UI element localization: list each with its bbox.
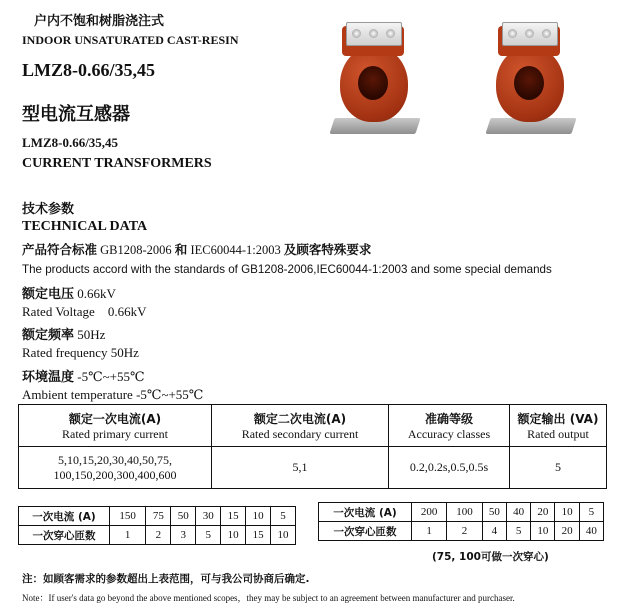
standard-cn-line bbox=[22, 240, 371, 258]
turns-left-turns: 3 bbox=[171, 526, 196, 545]
turns-left-turns: 10 bbox=[221, 526, 246, 545]
secondary-current-cell: 5,1 bbox=[212, 447, 389, 489]
model-en: LMZ8-0.66/35,45 bbox=[22, 135, 119, 150]
turns-left-current: 5 bbox=[271, 507, 296, 526]
turns-right-current: 20 bbox=[531, 503, 555, 522]
turns-right-note: (75, 100可做一次穿心) bbox=[432, 551, 549, 563]
primary-current-cell bbox=[19, 447, 212, 489]
turns-left-current-row bbox=[19, 507, 296, 526]
turns-left-current: 10 bbox=[246, 507, 271, 526]
turns-right-current: 100 bbox=[447, 503, 482, 522]
turns-left-turns-label: 一次穿心匝数 bbox=[19, 526, 110, 545]
output-cell: 5 bbox=[510, 447, 607, 489]
primary-current-line1: 5,10,15,20,30,40,50,75, bbox=[58, 452, 172, 467]
turns-left-turns: 15 bbox=[246, 526, 271, 545]
turns-left-turns-row bbox=[19, 526, 296, 545]
en-title: CURRENT TRANSFORMERS bbox=[22, 156, 212, 171]
header-output bbox=[510, 405, 607, 447]
accuracy-cell: 0.2,0.2s,0.5,0.5s bbox=[389, 447, 510, 489]
voltage-cn-value: 0.66kV bbox=[77, 286, 116, 301]
turns-right-current-row bbox=[319, 503, 604, 522]
note-cn: 注：如顾客需求的参数超出上表范围，可与我公司协商后确定. bbox=[22, 573, 310, 585]
turns-left-current: 75 bbox=[146, 507, 171, 526]
turns-left-current: 15 bbox=[221, 507, 246, 526]
freq-cn-value: 50Hz bbox=[77, 327, 106, 342]
header-secondary bbox=[212, 405, 389, 447]
header-accuracy-cn: 准确等级 bbox=[424, 411, 473, 426]
transformer-photo-2 bbox=[488, 22, 574, 142]
tech-en-heading: TECHNICAL DATA bbox=[22, 219, 148, 234]
turns-right-current: 50 bbox=[482, 503, 506, 522]
turns-right-turns: 40 bbox=[579, 522, 603, 541]
turns-right-current: 200 bbox=[412, 503, 447, 522]
transformer-photo-1 bbox=[332, 22, 418, 142]
voltage-cn-label: 额定电压 bbox=[22, 287, 75, 302]
turns-right-turns: 20 bbox=[555, 522, 579, 541]
header-secondary-en: Rated secondary current bbox=[241, 426, 359, 441]
header-accuracy bbox=[389, 405, 510, 447]
header-output-en: Rated output bbox=[527, 426, 589, 441]
turns-left-current: 150 bbox=[110, 507, 146, 526]
freq-cn-line bbox=[22, 324, 105, 343]
standard-cn-label: 产品符合标准 bbox=[22, 242, 98, 257]
turns-left-current: 50 bbox=[171, 507, 196, 526]
header-output-cn: 额定输出 (VA) bbox=[517, 411, 599, 426]
table-header-row bbox=[19, 405, 607, 447]
primary-current-line2: 100,150,200,300,400,600 bbox=[53, 467, 177, 482]
temp-cn-label: 环境温度 bbox=[22, 370, 75, 385]
turns-right-turns: 10 bbox=[531, 522, 555, 541]
header-primary-en: Rated primary current bbox=[62, 426, 168, 441]
turns-left-current-label: 一次电流 (A) bbox=[19, 507, 110, 526]
voltage-cn-line bbox=[22, 283, 116, 302]
standard-cn-value2: IEC60044-1:2003 bbox=[190, 243, 281, 257]
header-primary-cn: 额定一次电流(A) bbox=[68, 411, 162, 426]
turns-left-turns: 5 bbox=[196, 526, 221, 545]
note-en: Note：If user's data go beyond the above mentioned scopes，they may be subject to an agreement between manufacturer and purchaser. bbox=[22, 593, 515, 603]
model-heading: LMZ8-0.66/35,45 bbox=[22, 60, 155, 80]
temp-en-line: Ambient temperature -5℃~+55℃ bbox=[22, 387, 204, 402]
turns-right-turns-row bbox=[319, 522, 604, 541]
temp-cn-line bbox=[22, 366, 145, 385]
turns-table-left bbox=[18, 506, 296, 545]
turns-right-turns: 5 bbox=[506, 522, 530, 541]
freq-en-line: Rated frequency 50Hz bbox=[22, 345, 139, 360]
header-primary bbox=[19, 405, 212, 447]
cn-subtitle: 户内不饱和树脂浇注式 bbox=[34, 14, 165, 29]
freq-cn-label: 额定频率 bbox=[22, 328, 75, 343]
standard-cn-value: GB1208-2006 bbox=[100, 243, 172, 257]
tech-cn-heading: 技术参数 bbox=[22, 202, 75, 217]
turns-table-right bbox=[318, 502, 604, 541]
voltage-en-line: Rated Voltage 0.66kV bbox=[22, 304, 147, 319]
turns-left-turns: 1 bbox=[110, 526, 146, 545]
turns-right-turns-label: 一次穿心匝数 bbox=[319, 522, 412, 541]
en-subtitle: INDOOR UNSATURATED CAST-RESIN bbox=[22, 33, 239, 47]
turns-right-turns: 1 bbox=[412, 522, 447, 541]
turns-left-current: 30 bbox=[196, 507, 221, 526]
turns-right-turns: 4 bbox=[482, 522, 506, 541]
turns-right-current-label: 一次电流 (A) bbox=[319, 503, 412, 522]
temp-cn-value: -5℃~+55℃ bbox=[77, 369, 145, 384]
standard-en-line: The products accord with the standards of GB1208-2006,IEC60044-1:2003 and some special demands bbox=[22, 263, 552, 276]
header-secondary-cn: 额定二次电流(A) bbox=[253, 411, 347, 426]
turns-right-current: 40 bbox=[506, 503, 530, 522]
standard-cn-tail: 及顾客特殊要求 bbox=[283, 242, 372, 257]
header-accuracy-en: Accuracy classes bbox=[407, 426, 491, 441]
cn-title: 型电流互感器 bbox=[22, 104, 130, 125]
turns-left-turns: 10 bbox=[271, 526, 296, 545]
table-row bbox=[19, 447, 607, 489]
turns-left-turns: 2 bbox=[146, 526, 171, 545]
standard-cn-and: 和 bbox=[174, 242, 188, 257]
turns-right-current: 5 bbox=[579, 503, 603, 522]
turns-right-turns: 2 bbox=[447, 522, 482, 541]
turns-right-current: 10 bbox=[555, 503, 579, 522]
ratings-table bbox=[18, 404, 607, 489]
